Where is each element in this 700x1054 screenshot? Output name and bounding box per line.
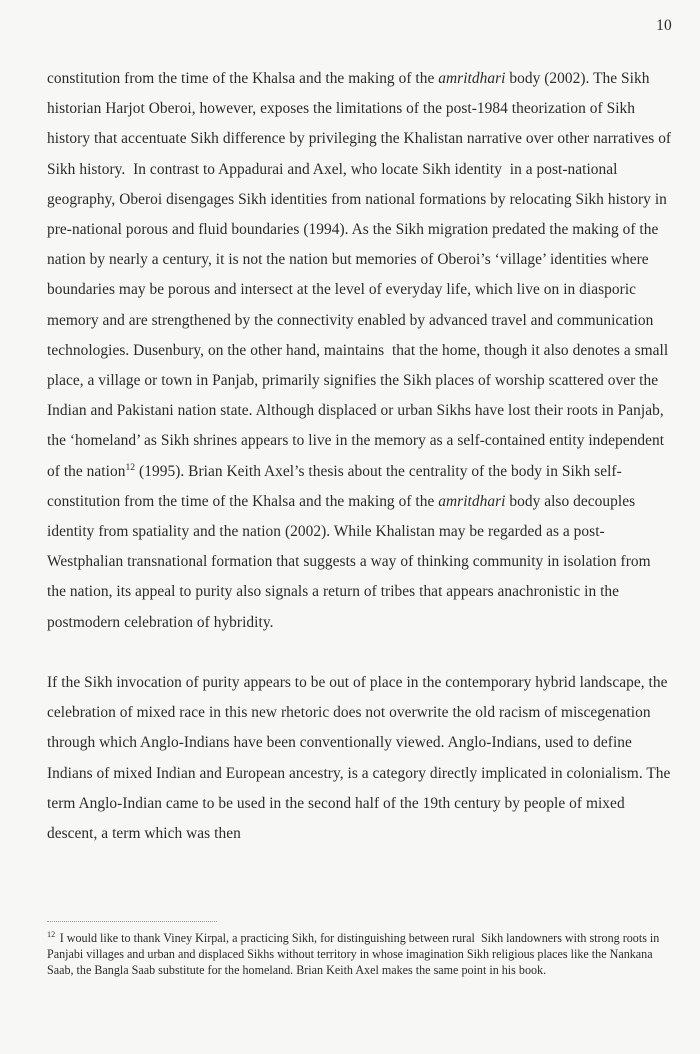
italic-term: amritdhari: [438, 492, 506, 510]
text-run: constitution from the time of the Khalsa and the making of the: [47, 70, 439, 87]
text-run: (1995). Brian Keith Axel’s thesis about the centrality of the body in Sikh self-constitution from the time of the Khalsa and the making of the: [47, 462, 622, 510]
footnote-body-text: I would like to thank Viney Kirpal, a practicing Sikh, for distinguishing between rural Sikh landowners with strong roots in Panjabi villages and urban and displaced Sikhs without territory in whose imagination Sikh religious places like the Nankana Saab, the Bangla Saab substitute for the homeland. Brian Keith Axel makes the same point in his book.: [47, 931, 663, 977]
paragraph: [47, 64, 676, 638]
footnote-reference-marker[interactable]: 12: [125, 461, 136, 473]
text-run: body also decouples identity from spatiality and the nation (2002). While Khalistan may be regarded as a post-Westphalian transnational formation that suggests a way of thinking community in isolation from the nation, its appeal to purity also signals a return of tribes that appears anachronistic in the postmodern celebration of hybridity.: [47, 492, 655, 631]
footnote-separator-rule: [47, 921, 217, 922]
page-number: 10: [656, 17, 672, 34]
text-run: If the Sikh invocation of purity appears to be out of place in the contemporary hybrid landscape, the celebration of mixed race in this new rhetoric does not overwrite the old racism of miscegenation through which Anglo-Indians have been conventionally viewed. Anglo-Indians, used to define Indians of mixed Indian and European ancestry, is a category directly implicated in colonialism. The term Anglo-Indian came to be used in the second half of the 19th century by people of mixed descent, a term which was then: [47, 674, 675, 843]
footnote-entry: [47, 931, 673, 979]
footnote-number: 12: [47, 929, 56, 939]
italic-term: amritdhari: [438, 70, 506, 87]
body-text-column: [47, 64, 676, 849]
text-run: body (2002). The Sikh historian Harjot Oberoi, however, exposes the limitations of the post-1984 theorization of Sikh history that accentuate Sikh difference by privileging the Khalistan narrative over other narratives of Sikh history. In contrast to Appadurai and Axel, who locate Sikh identity in a post-national geography, Oberoi disengages Sikh identities from national formations by relocating Sikh history in pre-national porous and fluid boundaries (1994). As the Sikh migration predated the making of the nation by nearly a century, it is not the nation but memories of Oberoi’s ‘village’ identities where boundaries may be porous and intersect at the level of everyday life, which live on in diasporic memory and are strengthened by the connectivity enabled by advanced travel and communication technologies. Dusenbury, on the other hand, maintains that the home, though it also denotes a small place, a village or town in Panjab, primarily signifies the Sikh places of worship scattered over the Indian and Pakistani nation state. Although displaced or urban Sikhs have lost their roots in Panjab, the ‘homeland’ as Sikh shrines appears to live in the memory as a self-contained entity independent of the nation: [47, 70, 676, 480]
footnote-section: [47, 921, 673, 979]
paragraph: [47, 668, 673, 849]
